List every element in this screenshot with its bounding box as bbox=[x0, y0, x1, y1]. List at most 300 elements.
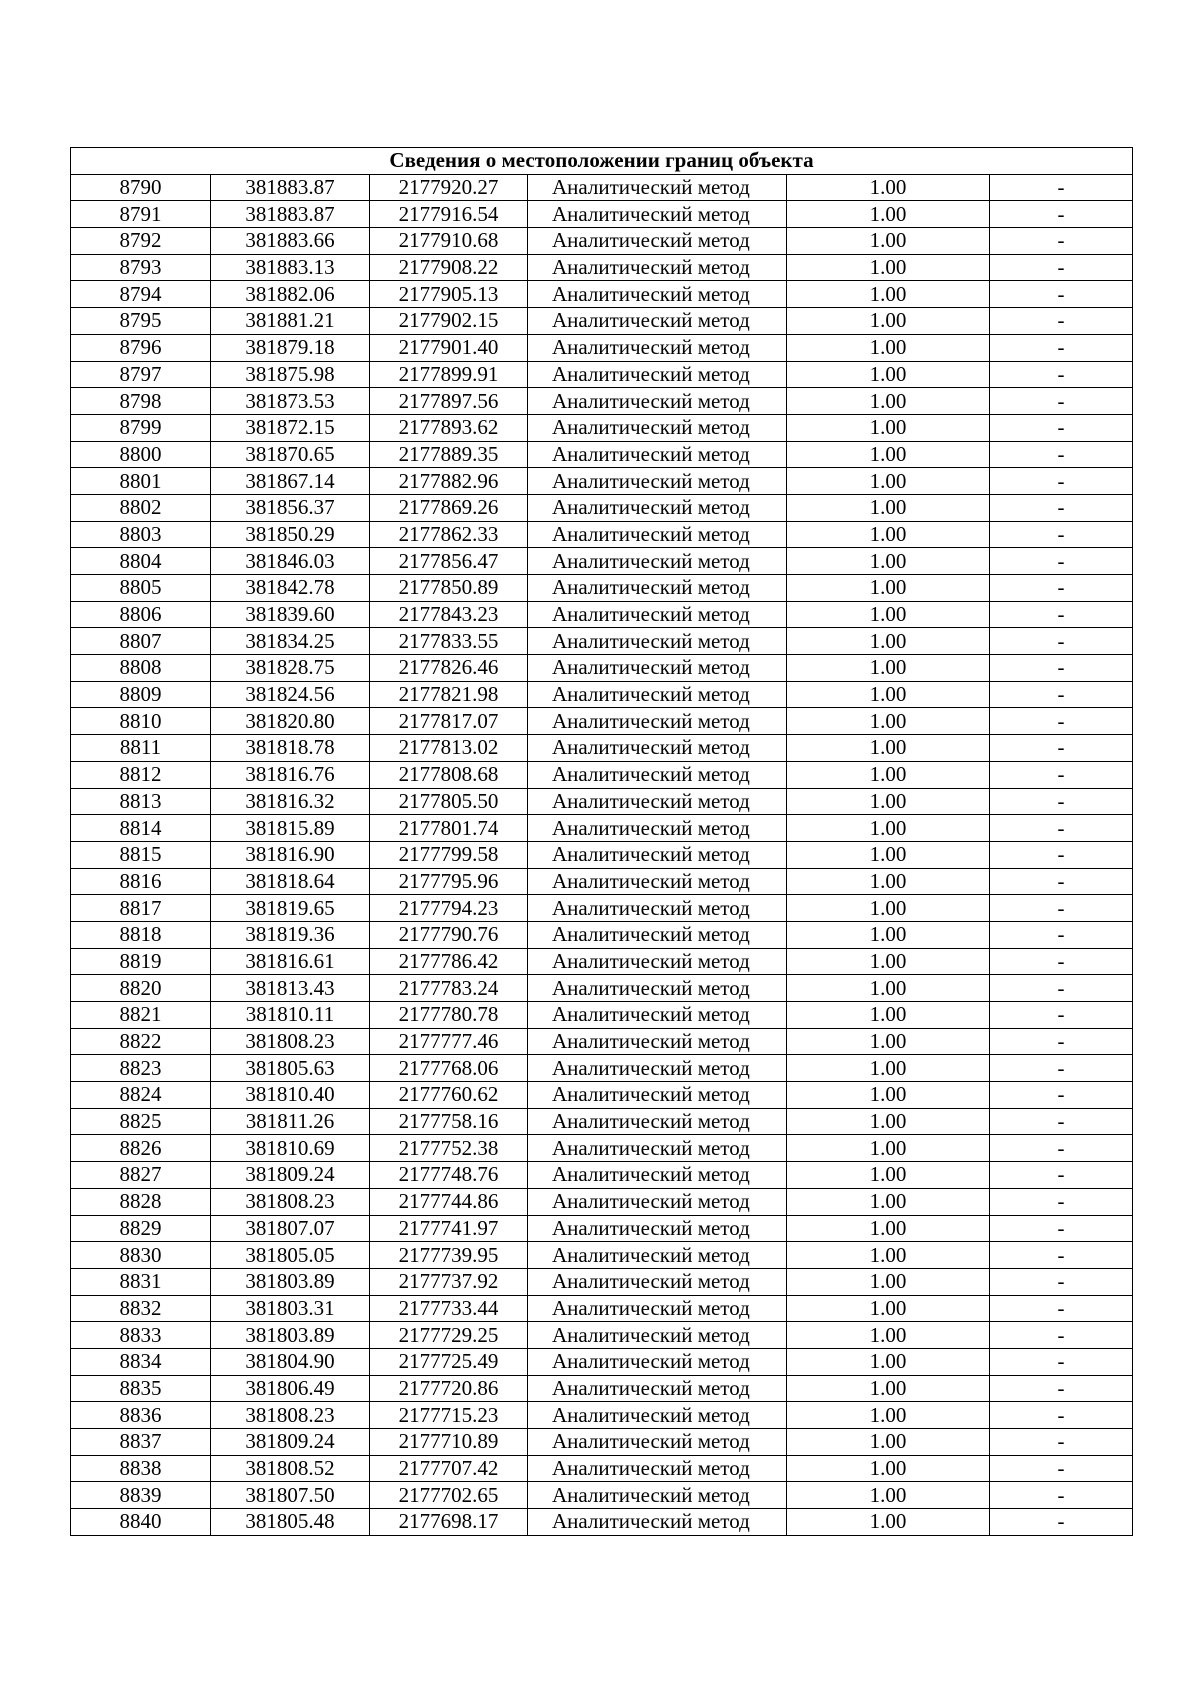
y-coordinate-cell: 2177715.23 bbox=[370, 1402, 528, 1429]
accuracy-cell: 1.00 bbox=[787, 1055, 990, 1082]
method-cell: Аналитический метод bbox=[528, 1509, 787, 1536]
description-cell: - bbox=[990, 1322, 1133, 1349]
accuracy-cell: 1.00 bbox=[787, 895, 990, 922]
accuracy-cell: 1.00 bbox=[787, 761, 990, 788]
method-cell: Аналитический метод bbox=[528, 1082, 787, 1109]
accuracy-cell: 1.00 bbox=[787, 1028, 990, 1055]
table-row bbox=[71, 1402, 1133, 1429]
x-coordinate-cell: 381809.24 bbox=[211, 1162, 370, 1189]
description-cell: - bbox=[990, 1375, 1133, 1402]
table-row bbox=[71, 468, 1133, 495]
method-cell: Аналитический метод bbox=[528, 521, 787, 548]
description-cell: - bbox=[990, 1215, 1133, 1242]
y-coordinate-cell: 2177741.97 bbox=[370, 1215, 528, 1242]
x-coordinate-cell: 381846.03 bbox=[211, 548, 370, 575]
y-coordinate-cell: 2177862.33 bbox=[370, 521, 528, 548]
table-row bbox=[71, 1108, 1133, 1135]
accuracy-cell: 1.00 bbox=[787, 868, 990, 895]
y-coordinate-cell: 2177897.56 bbox=[370, 388, 528, 415]
description-cell: - bbox=[990, 681, 1133, 708]
description-cell: - bbox=[990, 1455, 1133, 1482]
x-coordinate-cell: 381856.37 bbox=[211, 494, 370, 521]
method-cell: Аналитический метод bbox=[528, 681, 787, 708]
point-number-cell: 8804 bbox=[71, 548, 211, 575]
y-coordinate-cell: 2177882.96 bbox=[370, 468, 528, 495]
table-row bbox=[71, 361, 1133, 388]
x-coordinate-cell: 381818.78 bbox=[211, 735, 370, 762]
accuracy-cell: 1.00 bbox=[787, 1295, 990, 1322]
y-coordinate-cell: 2177733.44 bbox=[370, 1295, 528, 1322]
point-number-cell: 8806 bbox=[71, 601, 211, 628]
accuracy-cell: 1.00 bbox=[787, 334, 990, 361]
method-cell: Аналитический метод bbox=[528, 1348, 787, 1375]
point-number-cell: 8832 bbox=[71, 1295, 211, 1322]
x-coordinate-cell: 381834.25 bbox=[211, 628, 370, 655]
method-cell: Аналитический метод bbox=[528, 921, 787, 948]
point-number-cell: 8833 bbox=[71, 1322, 211, 1349]
y-coordinate-cell: 2177794.23 bbox=[370, 895, 528, 922]
y-coordinate-cell: 2177920.27 bbox=[370, 174, 528, 201]
table-row bbox=[71, 388, 1133, 415]
accuracy-cell: 1.00 bbox=[787, 841, 990, 868]
table-row bbox=[71, 868, 1133, 895]
table-row bbox=[71, 1482, 1133, 1509]
point-number-cell: 8818 bbox=[71, 921, 211, 948]
accuracy-cell: 1.00 bbox=[787, 788, 990, 815]
accuracy-cell: 1.00 bbox=[787, 174, 990, 201]
accuracy-cell: 1.00 bbox=[787, 281, 990, 308]
accuracy-cell: 1.00 bbox=[787, 735, 990, 762]
y-coordinate-cell: 2177893.62 bbox=[370, 414, 528, 441]
table-row bbox=[71, 1082, 1133, 1109]
table-row bbox=[71, 441, 1133, 468]
accuracy-cell: 1.00 bbox=[787, 1215, 990, 1242]
accuracy-cell: 1.00 bbox=[787, 414, 990, 441]
table-row bbox=[71, 815, 1133, 842]
description-cell: - bbox=[990, 948, 1133, 975]
x-coordinate-cell: 381805.63 bbox=[211, 1055, 370, 1082]
point-number-cell: 8805 bbox=[71, 575, 211, 602]
point-number-cell: 8797 bbox=[71, 361, 211, 388]
accuracy-cell: 1.00 bbox=[787, 1188, 990, 1215]
description-cell: - bbox=[990, 334, 1133, 361]
accuracy-cell: 1.00 bbox=[787, 975, 990, 1002]
accuracy-cell: 1.00 bbox=[787, 1509, 990, 1536]
point-number-cell: 8813 bbox=[71, 788, 211, 815]
method-cell: Аналитический метод bbox=[528, 1135, 787, 1162]
point-number-cell: 8796 bbox=[71, 334, 211, 361]
accuracy-cell: 1.00 bbox=[787, 1455, 990, 1482]
y-coordinate-cell: 2177902.15 bbox=[370, 308, 528, 335]
accuracy-cell: 1.00 bbox=[787, 548, 990, 575]
table-row bbox=[71, 334, 1133, 361]
method-cell: Аналитический метод bbox=[528, 414, 787, 441]
description-cell: - bbox=[990, 414, 1133, 441]
description-cell: - bbox=[990, 841, 1133, 868]
point-number-cell: 8811 bbox=[71, 735, 211, 762]
table-row bbox=[71, 681, 1133, 708]
point-number-cell: 8792 bbox=[71, 228, 211, 255]
point-number-cell: 8793 bbox=[71, 254, 211, 281]
accuracy-cell: 1.00 bbox=[787, 1429, 990, 1456]
method-cell: Аналитический метод bbox=[528, 254, 787, 281]
table-row bbox=[71, 601, 1133, 628]
description-cell: - bbox=[990, 735, 1133, 762]
method-cell: Аналитический метод bbox=[528, 228, 787, 255]
method-cell: Аналитический метод bbox=[528, 1402, 787, 1429]
x-coordinate-cell: 381875.98 bbox=[211, 361, 370, 388]
method-cell: Аналитический метод bbox=[528, 388, 787, 415]
table-row bbox=[71, 494, 1133, 521]
y-coordinate-cell: 2177869.26 bbox=[370, 494, 528, 521]
point-number-cell: 8815 bbox=[71, 841, 211, 868]
x-coordinate-cell: 381815.89 bbox=[211, 815, 370, 842]
x-coordinate-cell: 381808.52 bbox=[211, 1455, 370, 1482]
table-row bbox=[71, 628, 1133, 655]
accuracy-cell: 1.00 bbox=[787, 228, 990, 255]
method-cell: Аналитический метод bbox=[528, 281, 787, 308]
accuracy-cell: 1.00 bbox=[787, 1242, 990, 1269]
table-row bbox=[71, 895, 1133, 922]
method-cell: Аналитический метод bbox=[528, 1055, 787, 1082]
method-cell: Аналитический метод bbox=[528, 548, 787, 575]
description-cell: - bbox=[990, 361, 1133, 388]
table-row bbox=[71, 1135, 1133, 1162]
y-coordinate-cell: 2177850.89 bbox=[370, 575, 528, 602]
accuracy-cell: 1.00 bbox=[787, 1135, 990, 1162]
x-coordinate-cell: 381819.36 bbox=[211, 921, 370, 948]
y-coordinate-cell: 2177739.95 bbox=[370, 1242, 528, 1269]
method-cell: Аналитический метод bbox=[528, 201, 787, 228]
method-cell: Аналитический метод bbox=[528, 655, 787, 682]
y-coordinate-cell: 2177908.22 bbox=[370, 254, 528, 281]
point-number-cell: 8831 bbox=[71, 1268, 211, 1295]
method-cell: Аналитический метод bbox=[528, 361, 787, 388]
table-row bbox=[71, 1455, 1133, 1482]
x-coordinate-cell: 381807.50 bbox=[211, 1482, 370, 1509]
y-coordinate-cell: 2177799.58 bbox=[370, 841, 528, 868]
description-cell: - bbox=[990, 1162, 1133, 1189]
point-number-cell: 8839 bbox=[71, 1482, 211, 1509]
accuracy-cell: 1.00 bbox=[787, 708, 990, 735]
method-cell: Аналитический метод bbox=[528, 334, 787, 361]
accuracy-cell: 1.00 bbox=[787, 601, 990, 628]
point-number-cell: 8838 bbox=[71, 1455, 211, 1482]
y-coordinate-cell: 2177783.24 bbox=[370, 975, 528, 1002]
x-coordinate-cell: 381816.76 bbox=[211, 761, 370, 788]
point-number-cell: 8829 bbox=[71, 1215, 211, 1242]
method-cell: Аналитический метод bbox=[528, 468, 787, 495]
y-coordinate-cell: 2177702.65 bbox=[370, 1482, 528, 1509]
x-coordinate-cell: 381883.87 bbox=[211, 174, 370, 201]
method-cell: Аналитический метод bbox=[528, 1455, 787, 1482]
table-row bbox=[71, 1348, 1133, 1375]
method-cell: Аналитический метод bbox=[528, 868, 787, 895]
accuracy-cell: 1.00 bbox=[787, 655, 990, 682]
accuracy-cell: 1.00 bbox=[787, 254, 990, 281]
y-coordinate-cell: 2177795.96 bbox=[370, 868, 528, 895]
method-cell: Аналитический метод bbox=[528, 1188, 787, 1215]
x-coordinate-cell: 381810.11 bbox=[211, 1002, 370, 1029]
x-coordinate-cell: 381805.48 bbox=[211, 1509, 370, 1536]
description-cell: - bbox=[990, 975, 1133, 1002]
point-number-cell: 8836 bbox=[71, 1402, 211, 1429]
accuracy-cell: 1.00 bbox=[787, 441, 990, 468]
point-number-cell: 8824 bbox=[71, 1082, 211, 1109]
table-row bbox=[71, 201, 1133, 228]
point-number-cell: 8840 bbox=[71, 1509, 211, 1536]
description-cell: - bbox=[990, 655, 1133, 682]
accuracy-cell: 1.00 bbox=[787, 628, 990, 655]
x-coordinate-cell: 381807.07 bbox=[211, 1215, 370, 1242]
description-cell: - bbox=[990, 254, 1133, 281]
table-row bbox=[71, 521, 1133, 548]
table-row bbox=[71, 921, 1133, 948]
description-cell: - bbox=[990, 521, 1133, 548]
x-coordinate-cell: 381883.13 bbox=[211, 254, 370, 281]
table-row bbox=[71, 1322, 1133, 1349]
x-coordinate-cell: 381803.31 bbox=[211, 1295, 370, 1322]
y-coordinate-cell: 2177805.50 bbox=[370, 788, 528, 815]
description-cell: - bbox=[990, 281, 1133, 308]
x-coordinate-cell: 381809.24 bbox=[211, 1429, 370, 1456]
x-coordinate-cell: 381883.87 bbox=[211, 201, 370, 228]
y-coordinate-cell: 2177801.74 bbox=[370, 815, 528, 842]
accuracy-cell: 1.00 bbox=[787, 948, 990, 975]
method-cell: Аналитический метод bbox=[528, 841, 787, 868]
description-cell: - bbox=[990, 1402, 1133, 1429]
point-number-cell: 8820 bbox=[71, 975, 211, 1002]
table-row bbox=[71, 1509, 1133, 1536]
description-cell: - bbox=[990, 601, 1133, 628]
x-coordinate-cell: 381850.29 bbox=[211, 521, 370, 548]
description-cell: - bbox=[990, 1082, 1133, 1109]
table-row bbox=[71, 761, 1133, 788]
table-row bbox=[71, 174, 1133, 201]
table-row bbox=[71, 1002, 1133, 1029]
y-coordinate-cell: 2177910.68 bbox=[370, 228, 528, 255]
point-number-cell: 8834 bbox=[71, 1348, 211, 1375]
y-coordinate-cell: 2177760.62 bbox=[370, 1082, 528, 1109]
x-coordinate-cell: 381839.60 bbox=[211, 601, 370, 628]
method-cell: Аналитический метод bbox=[528, 601, 787, 628]
accuracy-cell: 1.00 bbox=[787, 361, 990, 388]
table-row bbox=[71, 1295, 1133, 1322]
description-cell: - bbox=[990, 788, 1133, 815]
y-coordinate-cell: 2177710.89 bbox=[370, 1429, 528, 1456]
x-coordinate-cell: 381810.40 bbox=[211, 1082, 370, 1109]
description-cell: - bbox=[990, 1295, 1133, 1322]
point-number-cell: 8827 bbox=[71, 1162, 211, 1189]
table-row bbox=[71, 655, 1133, 682]
method-cell: Аналитический метод bbox=[528, 1429, 787, 1456]
accuracy-cell: 1.00 bbox=[787, 1002, 990, 1029]
point-number-cell: 8835 bbox=[71, 1375, 211, 1402]
y-coordinate-cell: 2177698.17 bbox=[370, 1509, 528, 1536]
description-cell: - bbox=[990, 494, 1133, 521]
table-row bbox=[71, 254, 1133, 281]
y-coordinate-cell: 2177744.86 bbox=[370, 1188, 528, 1215]
table-row bbox=[71, 1215, 1133, 1242]
point-number-cell: 8830 bbox=[71, 1242, 211, 1269]
y-coordinate-cell: 2177729.25 bbox=[370, 1322, 528, 1349]
method-cell: Аналитический метод bbox=[528, 948, 787, 975]
table-row bbox=[71, 1055, 1133, 1082]
method-cell: Аналитический метод bbox=[528, 1028, 787, 1055]
accuracy-cell: 1.00 bbox=[787, 1375, 990, 1402]
method-cell: Аналитический метод bbox=[528, 174, 787, 201]
x-coordinate-cell: 381870.65 bbox=[211, 441, 370, 468]
method-cell: Аналитический метод bbox=[528, 1295, 787, 1322]
method-cell: Аналитический метод bbox=[528, 1242, 787, 1269]
method-cell: Аналитический метод bbox=[528, 308, 787, 335]
table-row bbox=[71, 308, 1133, 335]
accuracy-cell: 1.00 bbox=[787, 494, 990, 521]
table-row bbox=[71, 1242, 1133, 1269]
boundary-table bbox=[70, 147, 1133, 1536]
point-number-cell: 8798 bbox=[71, 388, 211, 415]
description-cell: - bbox=[990, 1509, 1133, 1536]
y-coordinate-cell: 2177748.76 bbox=[370, 1162, 528, 1189]
x-coordinate-cell: 381842.78 bbox=[211, 575, 370, 602]
description-cell: - bbox=[990, 1108, 1133, 1135]
point-number-cell: 8814 bbox=[71, 815, 211, 842]
y-coordinate-cell: 2177777.46 bbox=[370, 1028, 528, 1055]
description-cell: - bbox=[990, 628, 1133, 655]
x-coordinate-cell: 381819.65 bbox=[211, 895, 370, 922]
y-coordinate-cell: 2177720.86 bbox=[370, 1375, 528, 1402]
y-coordinate-cell: 2177813.02 bbox=[370, 735, 528, 762]
table-row bbox=[71, 228, 1133, 255]
description-cell: - bbox=[990, 761, 1133, 788]
method-cell: Аналитический метод bbox=[528, 1002, 787, 1029]
accuracy-cell: 1.00 bbox=[787, 815, 990, 842]
accuracy-cell: 1.00 bbox=[787, 388, 990, 415]
x-coordinate-cell: 381808.23 bbox=[211, 1028, 370, 1055]
x-coordinate-cell: 381813.43 bbox=[211, 975, 370, 1002]
description-cell: - bbox=[990, 708, 1133, 735]
table-row bbox=[71, 735, 1133, 762]
y-coordinate-cell: 2177786.42 bbox=[370, 948, 528, 975]
table-title-row bbox=[71, 148, 1133, 175]
y-coordinate-cell: 2177833.55 bbox=[370, 628, 528, 655]
point-number-cell: 8809 bbox=[71, 681, 211, 708]
y-coordinate-cell: 2177901.40 bbox=[370, 334, 528, 361]
method-cell: Аналитический метод bbox=[528, 1375, 787, 1402]
x-coordinate-cell: 381808.23 bbox=[211, 1188, 370, 1215]
description-cell: - bbox=[990, 1482, 1133, 1509]
accuracy-cell: 1.00 bbox=[787, 1322, 990, 1349]
accuracy-cell: 1.00 bbox=[787, 1482, 990, 1509]
y-coordinate-cell: 2177752.38 bbox=[370, 1135, 528, 1162]
description-cell: - bbox=[990, 1242, 1133, 1269]
x-coordinate-cell: 381873.53 bbox=[211, 388, 370, 415]
table-row bbox=[71, 1188, 1133, 1215]
accuracy-cell: 1.00 bbox=[787, 521, 990, 548]
method-cell: Аналитический метод bbox=[528, 815, 787, 842]
table-row bbox=[71, 975, 1133, 1002]
point-number-cell: 8803 bbox=[71, 521, 211, 548]
description-cell: - bbox=[990, 1002, 1133, 1029]
y-coordinate-cell: 2177790.76 bbox=[370, 921, 528, 948]
accuracy-cell: 1.00 bbox=[787, 1268, 990, 1295]
y-coordinate-cell: 2177808.68 bbox=[370, 761, 528, 788]
method-cell: Аналитический метод bbox=[528, 575, 787, 602]
x-coordinate-cell: 381882.06 bbox=[211, 281, 370, 308]
point-number-cell: 8801 bbox=[71, 468, 211, 495]
method-cell: Аналитический метод bbox=[528, 708, 787, 735]
table-row bbox=[71, 1375, 1133, 1402]
point-number-cell: 8828 bbox=[71, 1188, 211, 1215]
table-row bbox=[71, 281, 1133, 308]
y-coordinate-cell: 2177758.16 bbox=[370, 1108, 528, 1135]
accuracy-cell: 1.00 bbox=[787, 308, 990, 335]
method-cell: Аналитический метод bbox=[528, 975, 787, 1002]
x-coordinate-cell: 381881.21 bbox=[211, 308, 370, 335]
method-cell: Аналитический метод bbox=[528, 1268, 787, 1295]
accuracy-cell: 1.00 bbox=[787, 681, 990, 708]
x-coordinate-cell: 381828.75 bbox=[211, 655, 370, 682]
x-coordinate-cell: 381805.05 bbox=[211, 1242, 370, 1269]
y-coordinate-cell: 2177889.35 bbox=[370, 441, 528, 468]
description-cell: - bbox=[990, 548, 1133, 575]
description-cell: - bbox=[990, 895, 1133, 922]
y-coordinate-cell: 2177817.07 bbox=[370, 708, 528, 735]
y-coordinate-cell: 2177899.91 bbox=[370, 361, 528, 388]
table-row bbox=[71, 1268, 1133, 1295]
y-coordinate-cell: 2177826.46 bbox=[370, 655, 528, 682]
y-coordinate-cell: 2177725.49 bbox=[370, 1348, 528, 1375]
description-cell: - bbox=[990, 468, 1133, 495]
table-row bbox=[71, 948, 1133, 975]
table-row bbox=[71, 788, 1133, 815]
description-cell: - bbox=[990, 1135, 1133, 1162]
description-cell: - bbox=[990, 1188, 1133, 1215]
description-cell: - bbox=[990, 1055, 1133, 1082]
point-number-cell: 8800 bbox=[71, 441, 211, 468]
x-coordinate-cell: 381879.18 bbox=[211, 334, 370, 361]
point-number-cell: 8817 bbox=[71, 895, 211, 922]
point-number-cell: 8810 bbox=[71, 708, 211, 735]
x-coordinate-cell: 381811.26 bbox=[211, 1108, 370, 1135]
method-cell: Аналитический метод bbox=[528, 441, 787, 468]
table-row bbox=[71, 548, 1133, 575]
table-row bbox=[71, 841, 1133, 868]
description-cell: - bbox=[990, 921, 1133, 948]
point-number-cell: 8802 bbox=[71, 494, 211, 521]
method-cell: Аналитический метод bbox=[528, 1108, 787, 1135]
y-coordinate-cell: 2177780.78 bbox=[370, 1002, 528, 1029]
table-row bbox=[71, 1429, 1133, 1456]
x-coordinate-cell: 381818.64 bbox=[211, 868, 370, 895]
point-number-cell: 8837 bbox=[71, 1429, 211, 1456]
description-cell: - bbox=[990, 575, 1133, 602]
table-row bbox=[71, 708, 1133, 735]
point-number-cell: 8795 bbox=[71, 308, 211, 335]
description-cell: - bbox=[990, 1268, 1133, 1295]
method-cell: Аналитический метод bbox=[528, 1215, 787, 1242]
table-body bbox=[71, 174, 1133, 1535]
point-number-cell: 8819 bbox=[71, 948, 211, 975]
x-coordinate-cell: 381810.69 bbox=[211, 1135, 370, 1162]
y-coordinate-cell: 2177905.13 bbox=[370, 281, 528, 308]
accuracy-cell: 1.00 bbox=[787, 1108, 990, 1135]
description-cell: - bbox=[990, 1429, 1133, 1456]
method-cell: Аналитический метод bbox=[528, 761, 787, 788]
y-coordinate-cell: 2177737.92 bbox=[370, 1268, 528, 1295]
point-number-cell: 8807 bbox=[71, 628, 211, 655]
accuracy-cell: 1.00 bbox=[787, 201, 990, 228]
